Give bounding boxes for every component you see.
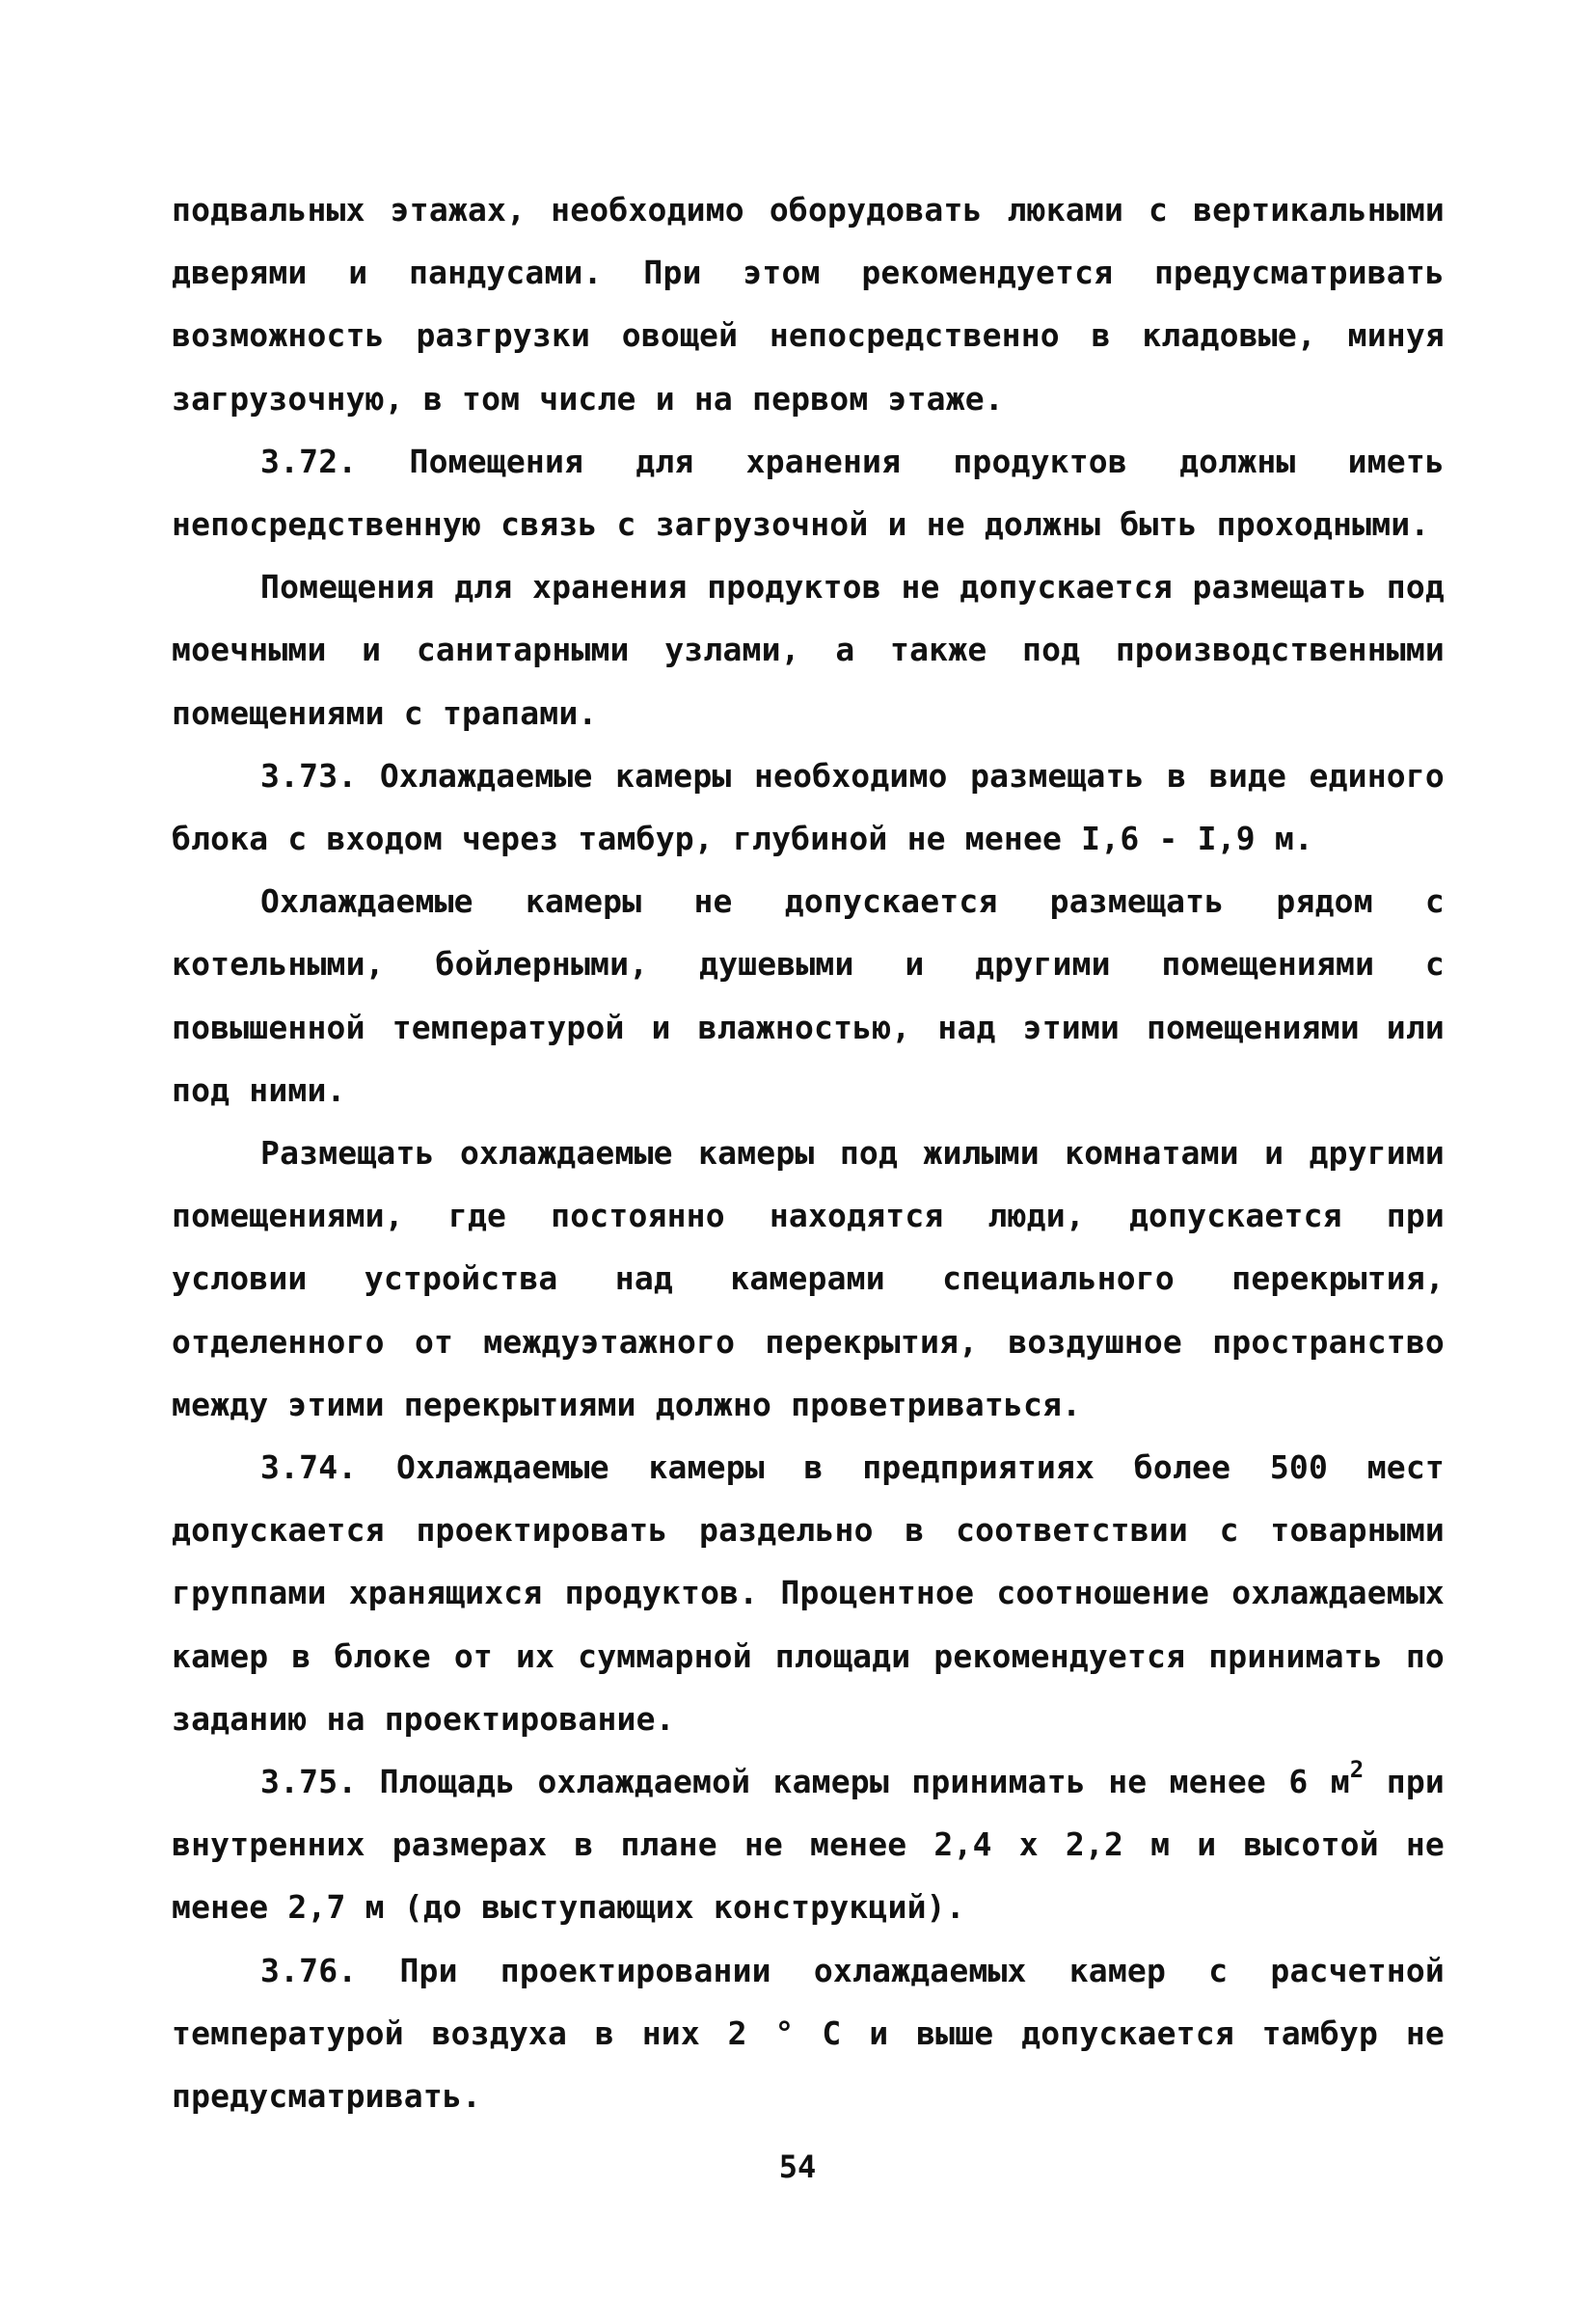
document-body <box>172 178 1445 2127</box>
page-number: 54 <box>778 2148 817 2185</box>
paragraph-cold-room-under-living: Размещать охлаждаемые камеры под жилыми комнатами и другими помещениями, где постоянно находятся люди, допускается при условии устройства над камерами специального перекрытия, отделенного от междуэтажного перекрытия, воздушное пространство между этими перекрытиями должно проветриваться. <box>172 1134 1445 1423</box>
paragraph-3-75 <box>172 1750 1445 1939</box>
paragraph-continuation: подвальных этажах, необходимо оборудовать люками с вертикальными дверями и пандусами. При этом рекомендуется предусматривать возможность разгрузки овощей непосредственно в кладовые, минуя загрузочную, в том числе и на первом этаже. <box>172 191 1445 418</box>
paragraph-3-72: 3.72. Помещения для хранения продуктов должны иметь непосредственную связь с загрузочной и не должны быть проходными. <box>172 442 1445 544</box>
paragraph-3-76: 3.76. При проектировании охлаждаемых камер с расчетной температурой воздуха в них 2 ° С и выше допускается тамбур не предусматривать. <box>172 1951 1445 2116</box>
paragraph-3-75-text-continued: при внутренних размерах в плане не менее 2,4 х 2,2 м и высотой не менее 2,7 м (до выступающих конструкций). <box>172 1763 1445 1927</box>
paragraph-cold-room-adjacency: Охлаждаемые камеры не допускается размещать рядом с котельными, бойлерными, душевыми и другими помещениями с повышенной температурой и влажностью, над этими помещениями или под ними. <box>172 882 1445 1109</box>
paragraph-storage-placement: Помещения для хранения продуктов не допускается размещать под моечными и санитарными узлами, а также под производственными помещениями с трапами. <box>172 568 1445 732</box>
superscript-2: 2 <box>1349 1756 1365 1784</box>
paragraph-3-75-text: 3.75. Площадь охлаждаемой камеры принимать не менее 6 м <box>260 1763 1350 1801</box>
paragraph-3-73: 3.73. Охлаждаемые камеры необходимо размещать в виде единого блока с входом через тамбур, глубиной не менее I,6 - I,9 м. <box>172 756 1445 858</box>
paragraph-3-74: 3.74. Охлаждаемые камеры в предприятиях более 500 мест допускается проектировать раздельно в соответствии с товарными группами хранящихся продуктов. Процентное соотношение охлаждаемых камер в блоке от их суммарной площади рекомендуется принимать по заданию на проектирование. <box>172 1448 1445 1738</box>
